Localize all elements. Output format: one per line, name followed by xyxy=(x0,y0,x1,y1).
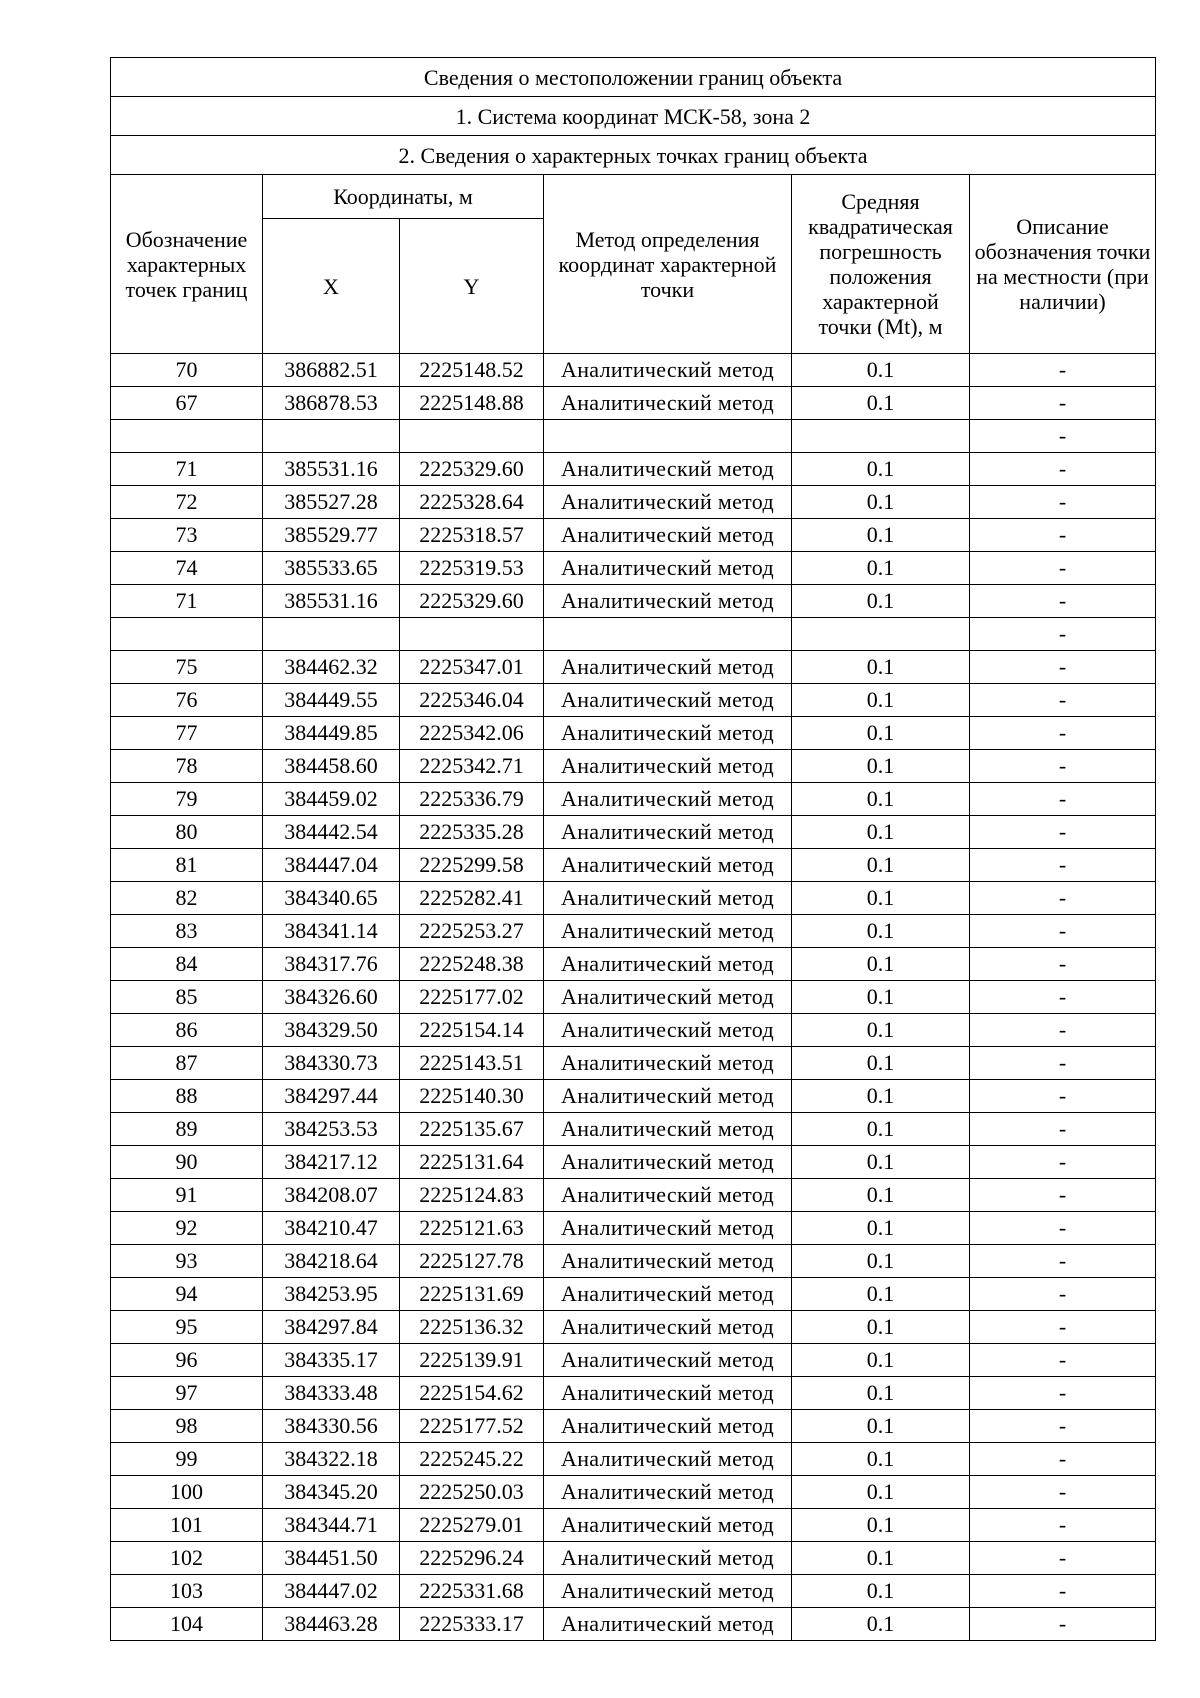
table-row xyxy=(111,1608,1156,1641)
table-row xyxy=(111,552,1156,585)
cell-error: 0.1 xyxy=(792,1410,970,1443)
cell-x: 386878.53 xyxy=(263,387,400,420)
cell-description: - xyxy=(970,1377,1156,1410)
cell-error: 0.1 xyxy=(792,1245,970,1278)
cell-description: - xyxy=(970,651,1156,684)
cell-description: - xyxy=(970,1245,1156,1278)
cell-description: - xyxy=(970,1608,1156,1641)
cell-method: Аналитический метод xyxy=(544,651,792,684)
table-row xyxy=(111,1476,1156,1509)
cell-point xyxy=(111,618,263,651)
table-row xyxy=(111,651,1156,684)
cell-method: Аналитический метод xyxy=(544,948,792,981)
cell-error: 0.1 xyxy=(792,1344,970,1377)
cell-x: 384330.73 xyxy=(263,1047,400,1080)
cell-error: 0.1 xyxy=(792,1080,970,1113)
cell-method: Аналитический метод xyxy=(544,1344,792,1377)
cell-x: 385529.77 xyxy=(263,519,400,552)
cell-method: Аналитический метод xyxy=(544,1476,792,1509)
cell-description: - xyxy=(970,1179,1156,1212)
cell-y: 2225250.03 xyxy=(400,1476,544,1509)
cell-error xyxy=(792,618,970,651)
cell-point: 102 xyxy=(111,1542,263,1575)
cell-description: - xyxy=(970,387,1156,420)
cell-y: 2225331.68 xyxy=(400,1575,544,1608)
boundary-points-table xyxy=(110,57,1156,1641)
table-row xyxy=(111,783,1156,816)
cell-x: 384253.53 xyxy=(263,1113,400,1146)
cell-y: 2225131.64 xyxy=(400,1146,544,1179)
cell-y: 2225154.62 xyxy=(400,1377,544,1410)
cell-error: 0.1 xyxy=(792,1047,970,1080)
cell-point: 91 xyxy=(111,1179,263,1212)
cell-y: 2225124.83 xyxy=(400,1179,544,1212)
cell-description: - xyxy=(970,816,1156,849)
cell-point: 77 xyxy=(111,717,263,750)
cell-x: 384330.56 xyxy=(263,1410,400,1443)
cell-description: - xyxy=(970,1311,1156,1344)
cell-method: Аналитический метод xyxy=(544,717,792,750)
cell-description: - xyxy=(970,1146,1156,1179)
cell-y xyxy=(400,420,544,453)
header-method: Метод определения координат характерной точки xyxy=(544,175,792,354)
cell-method xyxy=(544,618,792,651)
cell-description: - xyxy=(970,420,1156,453)
cell-x: 384210.47 xyxy=(263,1212,400,1245)
table-row xyxy=(111,1245,1156,1278)
cell-method: Аналитический метод xyxy=(544,981,792,1014)
cell-description: - xyxy=(970,486,1156,519)
cell-x: 384345.20 xyxy=(263,1476,400,1509)
cell-method: Аналитический метод xyxy=(544,1278,792,1311)
cell-method: Аналитический метод xyxy=(544,1377,792,1410)
table-row xyxy=(111,981,1156,1014)
cell-point: 89 xyxy=(111,1113,263,1146)
table-row xyxy=(111,1542,1156,1575)
cell-method: Аналитический метод xyxy=(544,1146,792,1179)
cell-method: Аналитический метод xyxy=(544,750,792,783)
cell-error: 0.1 xyxy=(792,948,970,981)
cell-description: - xyxy=(970,354,1156,387)
cell-y: 2225148.88 xyxy=(400,387,544,420)
table-row xyxy=(111,1212,1156,1245)
cell-y: 2225245.22 xyxy=(400,1443,544,1476)
table-row xyxy=(111,882,1156,915)
cell-description: - xyxy=(970,882,1156,915)
cell-x: 384341.14 xyxy=(263,915,400,948)
cell-point: 85 xyxy=(111,981,263,1014)
table-row xyxy=(111,1575,1156,1608)
table-row xyxy=(111,585,1156,618)
cell-method: Аналитический метод xyxy=(544,1212,792,1245)
cell-error: 0.1 xyxy=(792,915,970,948)
cell-y: 2225148.52 xyxy=(400,354,544,387)
cell-point: 92 xyxy=(111,1212,263,1245)
coordinate-system: 1. Система координат МСК-58, зона 2 xyxy=(111,97,1156,136)
cell-y: 2225329.60 xyxy=(400,453,544,486)
table-row xyxy=(111,453,1156,486)
cell-point: 83 xyxy=(111,915,263,948)
cell-method: Аналитический метод xyxy=(544,1509,792,1542)
cell-description: - xyxy=(970,1476,1156,1509)
cell-description: - xyxy=(970,1509,1156,1542)
cell-point: 76 xyxy=(111,684,263,717)
cell-description: - xyxy=(970,1443,1156,1476)
cell-point: 97 xyxy=(111,1377,263,1410)
cell-y: 2225342.06 xyxy=(400,717,544,750)
cell-y: 2225329.60 xyxy=(400,585,544,618)
table-row xyxy=(111,849,1156,882)
table-row xyxy=(111,717,1156,750)
cell-y: 2225299.58 xyxy=(400,849,544,882)
cell-x: 384340.65 xyxy=(263,882,400,915)
cell-method: Аналитический метод xyxy=(544,552,792,585)
cell-y: 2225139.91 xyxy=(400,1344,544,1377)
cell-method: Аналитический метод xyxy=(544,1113,792,1146)
cell-x: 384326.60 xyxy=(263,981,400,1014)
cell-y: 2225143.51 xyxy=(400,1047,544,1080)
cell-method: Аналитический метод xyxy=(544,486,792,519)
cell-point: 104 xyxy=(111,1608,263,1641)
cell-y: 2225319.53 xyxy=(400,552,544,585)
table-row xyxy=(111,1179,1156,1212)
cell-x: 384451.50 xyxy=(263,1542,400,1575)
cell-error: 0.1 xyxy=(792,684,970,717)
cell-y: 2225248.38 xyxy=(400,948,544,981)
cell-point: 93 xyxy=(111,1245,263,1278)
cell-x: 384462.32 xyxy=(263,651,400,684)
cell-x xyxy=(263,420,400,453)
cell-point: 86 xyxy=(111,1014,263,1047)
cell-x: 384329.50 xyxy=(263,1014,400,1047)
cell-method: Аналитический метод xyxy=(544,1542,792,1575)
cell-x: 384335.17 xyxy=(263,1344,400,1377)
cell-description: - xyxy=(970,1212,1156,1245)
cell-x: 385531.16 xyxy=(263,585,400,618)
table-row xyxy=(111,1014,1156,1047)
cell-y: 2225136.32 xyxy=(400,1311,544,1344)
cell-point: 74 xyxy=(111,552,263,585)
cell-error: 0.1 xyxy=(792,882,970,915)
cell-x: 384459.02 xyxy=(263,783,400,816)
cell-y: 2225253.27 xyxy=(400,915,544,948)
cell-description: - xyxy=(970,783,1156,816)
cell-point: 95 xyxy=(111,1311,263,1344)
cell-error xyxy=(792,420,970,453)
cell-point: 79 xyxy=(111,783,263,816)
cell-method: Аналитический метод xyxy=(544,1047,792,1080)
cell-error: 0.1 xyxy=(792,1179,970,1212)
cell-error: 0.1 xyxy=(792,1212,970,1245)
table-row xyxy=(111,915,1156,948)
cell-description: - xyxy=(970,1575,1156,1608)
cell-description: - xyxy=(970,552,1156,585)
table-row xyxy=(111,1146,1156,1179)
cell-x xyxy=(263,618,400,651)
cell-method: Аналитический метод xyxy=(544,1575,792,1608)
cell-description: - xyxy=(970,585,1156,618)
table-row xyxy=(111,1509,1156,1542)
cell-y: 2225135.67 xyxy=(400,1113,544,1146)
table-row xyxy=(111,1311,1156,1344)
cell-x: 386882.51 xyxy=(263,354,400,387)
cell-point: 98 xyxy=(111,1410,263,1443)
cell-point: 84 xyxy=(111,948,263,981)
cell-x: 384344.71 xyxy=(263,1509,400,1542)
cell-x: 384447.02 xyxy=(263,1575,400,1608)
header-y: Y xyxy=(400,219,544,354)
cell-method: Аналитический метод xyxy=(544,849,792,882)
cell-point: 100 xyxy=(111,1476,263,1509)
cell-method: Аналитический метод xyxy=(544,684,792,717)
cell-point: 78 xyxy=(111,750,263,783)
cell-point: 81 xyxy=(111,849,263,882)
table-row xyxy=(111,354,1156,387)
table-row xyxy=(111,1047,1156,1080)
cell-description: - xyxy=(970,1410,1156,1443)
cell-description: - xyxy=(970,1047,1156,1080)
cell-error: 0.1 xyxy=(792,387,970,420)
cell-point: 90 xyxy=(111,1146,263,1179)
cell-error: 0.1 xyxy=(792,1608,970,1641)
cell-method: Аналитический метод xyxy=(544,453,792,486)
table-title: Сведения о местоположении границ объекта xyxy=(111,58,1156,97)
cell-point: 99 xyxy=(111,1443,263,1476)
cell-description: - xyxy=(970,981,1156,1014)
table-row xyxy=(111,519,1156,552)
cell-description: - xyxy=(970,1080,1156,1113)
table-row xyxy=(111,387,1156,420)
cell-error: 0.1 xyxy=(792,717,970,750)
cell-x: 384253.95 xyxy=(263,1278,400,1311)
cell-method: Аналитический метод xyxy=(544,1443,792,1476)
cell-error: 0.1 xyxy=(792,1443,970,1476)
cell-error: 0.1 xyxy=(792,1014,970,1047)
cell-y: 2225279.01 xyxy=(400,1509,544,1542)
cell-y: 2225154.14 xyxy=(400,1014,544,1047)
table-row xyxy=(111,420,1156,453)
table-row xyxy=(111,618,1156,651)
cell-error: 0.1 xyxy=(792,1311,970,1344)
cell-x: 384463.28 xyxy=(263,1608,400,1641)
cell-y: 2225318.57 xyxy=(400,519,544,552)
table-row xyxy=(111,1344,1156,1377)
cell-x: 384317.76 xyxy=(263,948,400,981)
cell-description: - xyxy=(970,717,1156,750)
cell-error: 0.1 xyxy=(792,552,970,585)
cell-y: 2225131.69 xyxy=(400,1278,544,1311)
cell-x: 384458.60 xyxy=(263,750,400,783)
section-title: 2. Сведения о характерных точках границ объекта xyxy=(111,136,1156,175)
cell-point: 101 xyxy=(111,1509,263,1542)
cell-method: Аналитический метод xyxy=(544,816,792,849)
cell-method: Аналитический метод xyxy=(544,585,792,618)
cell-point: 96 xyxy=(111,1344,263,1377)
cell-y: 2225121.63 xyxy=(400,1212,544,1245)
cell-y: 2225335.28 xyxy=(400,816,544,849)
cell-error: 0.1 xyxy=(792,783,970,816)
cell-method xyxy=(544,420,792,453)
cell-method: Аналитический метод xyxy=(544,387,792,420)
table-row xyxy=(111,486,1156,519)
cell-point: 80 xyxy=(111,816,263,849)
cell-error: 0.1 xyxy=(792,1113,970,1146)
table-row xyxy=(111,1080,1156,1113)
table-row xyxy=(111,1377,1156,1410)
cell-description: - xyxy=(970,519,1156,552)
cell-y xyxy=(400,618,544,651)
table-row xyxy=(111,948,1156,981)
cell-x: 384218.64 xyxy=(263,1245,400,1278)
cell-y: 2225296.24 xyxy=(400,1542,544,1575)
cell-y: 2225333.17 xyxy=(400,1608,544,1641)
cell-y: 2225346.04 xyxy=(400,684,544,717)
cell-error: 0.1 xyxy=(792,816,970,849)
cell-x: 384449.85 xyxy=(263,717,400,750)
cell-method: Аналитический метод xyxy=(544,1608,792,1641)
cell-point: 75 xyxy=(111,651,263,684)
cell-method: Аналитический метод xyxy=(544,1014,792,1047)
cell-point: 72 xyxy=(111,486,263,519)
cell-error: 0.1 xyxy=(792,1278,970,1311)
header-x: X xyxy=(263,219,400,354)
cell-y: 2225328.64 xyxy=(400,486,544,519)
cell-x: 384333.48 xyxy=(263,1377,400,1410)
header-point: Обозначение характерных точек границ xyxy=(111,175,263,354)
cell-description: - xyxy=(970,750,1156,783)
cell-error: 0.1 xyxy=(792,354,970,387)
cell-error: 0.1 xyxy=(792,1146,970,1179)
cell-point: 71 xyxy=(111,585,263,618)
cell-x: 384449.55 xyxy=(263,684,400,717)
table-row xyxy=(111,1443,1156,1476)
cell-method: Аналитический метод xyxy=(544,354,792,387)
cell-error: 0.1 xyxy=(792,849,970,882)
cell-point: 67 xyxy=(111,387,263,420)
header-error: Средняя квадратическая погрешность положения характерной точки (Mt), м xyxy=(792,175,970,354)
table-row xyxy=(111,1113,1156,1146)
cell-method: Аналитический метод xyxy=(544,519,792,552)
table-row xyxy=(111,684,1156,717)
cell-description: - xyxy=(970,948,1156,981)
cell-description: - xyxy=(970,1113,1156,1146)
cell-method: Аналитический метод xyxy=(544,915,792,948)
cell-method: Аналитический метод xyxy=(544,1311,792,1344)
cell-error: 0.1 xyxy=(792,585,970,618)
cell-x: 384217.12 xyxy=(263,1146,400,1179)
cell-error: 0.1 xyxy=(792,651,970,684)
table-body xyxy=(111,354,1156,1641)
cell-description: - xyxy=(970,1542,1156,1575)
table-row xyxy=(111,750,1156,783)
cell-point: 94 xyxy=(111,1278,263,1311)
cell-point: 82 xyxy=(111,882,263,915)
cell-x: 385533.65 xyxy=(263,552,400,585)
cell-y: 2225336.79 xyxy=(400,783,544,816)
cell-y: 2225177.02 xyxy=(400,981,544,1014)
cell-y: 2225177.52 xyxy=(400,1410,544,1443)
cell-point: 70 xyxy=(111,354,263,387)
cell-description: - xyxy=(970,1344,1156,1377)
cell-y: 2225342.71 xyxy=(400,750,544,783)
cell-description: - xyxy=(970,849,1156,882)
cell-error: 0.1 xyxy=(792,1575,970,1608)
cell-x: 384208.07 xyxy=(263,1179,400,1212)
cell-description: - xyxy=(970,1014,1156,1047)
cell-description: - xyxy=(970,453,1156,486)
cell-method: Аналитический метод xyxy=(544,882,792,915)
header-description: Описание обозначения точки на местности (при наличии) xyxy=(970,175,1156,354)
cell-point: 71 xyxy=(111,453,263,486)
cell-point: 73 xyxy=(111,519,263,552)
cell-y: 2225140.30 xyxy=(400,1080,544,1113)
cell-error: 0.1 xyxy=(792,519,970,552)
cell-y: 2225127.78 xyxy=(400,1245,544,1278)
cell-description: - xyxy=(970,915,1156,948)
cell-y: 2225347.01 xyxy=(400,651,544,684)
cell-description: - xyxy=(970,1278,1156,1311)
cell-x: 385531.16 xyxy=(263,453,400,486)
cell-description: - xyxy=(970,618,1156,651)
cell-error: 0.1 xyxy=(792,1542,970,1575)
cell-x: 384297.44 xyxy=(263,1080,400,1113)
cell-method: Аналитический метод xyxy=(544,1245,792,1278)
cell-error: 0.1 xyxy=(792,1377,970,1410)
cell-error: 0.1 xyxy=(792,981,970,1014)
cell-y: 2225282.41 xyxy=(400,882,544,915)
cell-description: - xyxy=(970,684,1156,717)
cell-point: 87 xyxy=(111,1047,263,1080)
cell-method: Аналитический метод xyxy=(544,783,792,816)
cell-x: 384322.18 xyxy=(263,1443,400,1476)
header-coords: Координаты, м xyxy=(263,175,544,219)
cell-method: Аналитический метод xyxy=(544,1080,792,1113)
cell-x: 384447.04 xyxy=(263,849,400,882)
cell-method: Аналитический метод xyxy=(544,1179,792,1212)
cell-error: 0.1 xyxy=(792,453,970,486)
table-row xyxy=(111,1278,1156,1311)
cell-x: 384442.54 xyxy=(263,816,400,849)
cell-error: 0.1 xyxy=(792,1476,970,1509)
cell-point xyxy=(111,420,263,453)
cell-point: 103 xyxy=(111,1575,263,1608)
cell-error: 0.1 xyxy=(792,1509,970,1542)
cell-x: 385527.28 xyxy=(263,486,400,519)
table-row xyxy=(111,1410,1156,1443)
cell-error: 0.1 xyxy=(792,750,970,783)
cell-method: Аналитический метод xyxy=(544,1410,792,1443)
cell-point: 88 xyxy=(111,1080,263,1113)
cell-x: 384297.84 xyxy=(263,1311,400,1344)
cell-error: 0.1 xyxy=(792,486,970,519)
table-row xyxy=(111,816,1156,849)
